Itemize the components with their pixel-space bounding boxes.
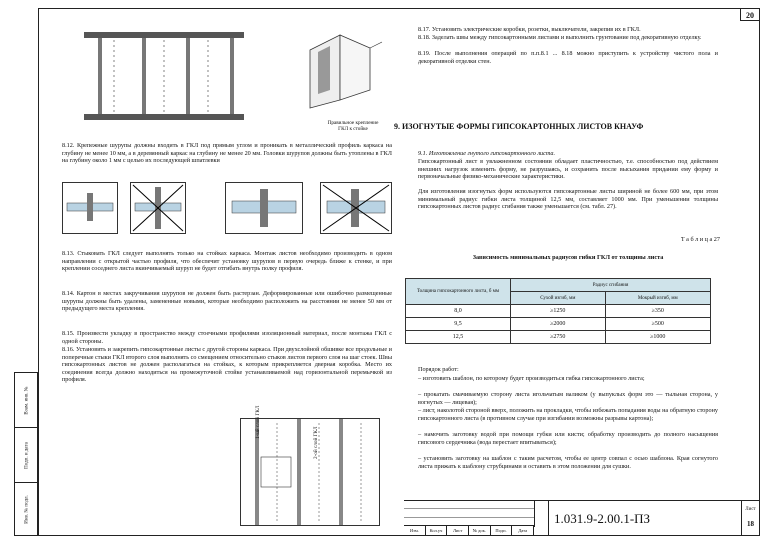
stamp-head: Лист [447, 526, 469, 535]
sidebar-cell-1 [15, 373, 37, 428]
stamp-head: Кол.уч [426, 526, 448, 535]
paragraph-8-19: 8.19. После выполнения операций по п.п.8.1 ... 8.18 можно приступить к устройству чистого пола и декоративной отделки стен. [418, 50, 718, 65]
sidebar-label: Подп. и дата [24, 442, 30, 469]
stamp-divider [548, 501, 549, 535]
order-item: – намочить заготовку водой при помощи губки или кисти; обработку производить до полного насыщения гипсового сердечника (вода перестает впитываться); [418, 431, 718, 446]
cell-dry: ≥2000 [511, 318, 606, 331]
cell-wet: ≥1000 [605, 331, 710, 344]
paragraph-8-14: 8.14. Картон в местах закручивания шурупов не должен быть растерзан. Деформированные или ошибочно размещенные шурупы должны быть удалены, замененные новыми, которые необходимо расположить на расстоянии не менее 50 мм от предыдущего места крепления. [62, 290, 392, 313]
paragraph-8-17: 8.17. Установить электрические коробки, розетки, выключатели, закрепив их в ГКЛ. [418, 26, 641, 33]
order-title: Порядок работ: [418, 366, 459, 373]
stamp-head: № док. [469, 526, 491, 535]
stamp-heads [404, 525, 534, 535]
section-heading: 9. ИЗОГНУТЫЕ ФОРМЫ ГИПСОКАРТОННЫХ ЛИСТОВ КНАУФ [394, 122, 644, 131]
sheet-number: 18 [747, 520, 754, 528]
sidebar-label: Взам. инв. № [24, 386, 30, 415]
subsection-title: 9.1. Изготовление гнутого гипсокартонного листа. [418, 150, 556, 157]
header-wet: Мокрый изгиб, мм [605, 292, 710, 305]
table-row [406, 331, 711, 344]
paragraph-9-1b: Для изготовления изогнутых форм используются гипсокартонные листы шириной не более 600 мм, при этом минимальный радиус гибки листа толщиной 12,5 мм, составляет 1000 мм. При уменьшении толщины гипсокартонных листов радиус сгибания также уменьшается (см. табл. 27). [418, 188, 718, 211]
detail-figure-4 [320, 182, 392, 234]
table-row [406, 318, 711, 331]
title-block [404, 500, 759, 535]
sidebar-cell-3 [15, 483, 37, 535]
layer1-label: 1-ый слой ГКЛ [255, 405, 261, 439]
paragraph-8-12: 8.12. Крепежные шурупы должны входить в ГКЛ под прямым углом и проникать в металлический профиль каркаса на глубину не менее 10 мм, а в деревянный каркас на глубину не менее 20 мм. Головки шурупов должны быть утоплены в ГКЛ на глубину около 1 мм с целью их последующей шпатлевки [62, 142, 392, 165]
gkl-fastening-drawing [300, 30, 390, 110]
table-title: Зависимость минимальных радиусов гибки ГКЛ от толщины листа [472, 254, 664, 261]
header-dry: Сухой изгиб, мм [511, 292, 606, 305]
binding-sidebar [14, 372, 38, 536]
page-number: 20 [740, 8, 760, 21]
cell-dry: ≥1250 [511, 305, 606, 318]
cell-thickness: 12,5 [406, 331, 511, 344]
radius-table [405, 278, 711, 344]
detail-figure-3 [225, 182, 303, 234]
header-thickness: Толщина гипсокартонного листа, б мм [406, 279, 511, 305]
cell-wet: ≥350 [605, 305, 710, 318]
paragraph-8-18: 8.18. Заделать швы между гипсокартонными листами и выполнить грунтование под декоративную отделку. [418, 34, 702, 41]
cell-thickness: 8,0 [406, 305, 511, 318]
table-label: Т а б л и ц а 27 [680, 236, 720, 243]
header-radius: Радиус сгибания [511, 279, 711, 292]
figure-caption: Правильное крепление ГКЛ к стойке [327, 120, 379, 132]
table-row [406, 305, 711, 318]
order-item: – лист, наколотой стороной вверх, положить на прокладки, чтобы избежать попадания воды на обратную сторону гипсокартонного листа (в противном случае при изгибании возможны разрывы картона); [418, 407, 718, 422]
stamp-head: Дата [512, 526, 534, 535]
order-item: – прокатать смачиваемую сторону листа игольчатым валиком (у выпуклых форм это — тыльная сторона, у вогнутых — лицевая); [418, 391, 718, 406]
sheet-box [741, 501, 759, 536]
sidebar-cell-2 [15, 428, 37, 483]
frame-drawing [84, 26, 244, 126]
stamp-head: Изм. [404, 526, 426, 535]
paragraph-9-1a: Гипсокартонный лист в увлажненном состоянии обладает пластичностью, т.е. способностью под действием внешних нагрузок изменить форму, не разрушаясь, и сохранить после высыхания придании ему форму и первоначальные физико-механические характеристики. [418, 158, 718, 181]
paragraph-8-15: 8.15. Произвести укладку в пространство между стоечными профилями изоляционный материал, после монтажа ГКЛ с одной стороны. [62, 330, 392, 345]
stamp-grid [404, 501, 535, 527]
sheathing-figure [240, 405, 380, 526]
cell-thickness: 9,5 [406, 318, 511, 331]
document-code: 1.031.9-2.00.1-ПЗ [554, 511, 651, 526]
layer2-label: 2-ой слой ГКЛ [313, 426, 319, 459]
detail-figure-2 [130, 182, 186, 234]
order-item: – установить заготовку на шаблон с таким расчетом, чтобы ее центр совпал с осью шаблона. Края согнутого листа прижать к шаблону струбцинами и оставить в этом положении для сушки. [418, 455, 718, 470]
cell-dry: ≥2750 [511, 331, 606, 344]
paragraph-8-16: 8.16. Установить и закрепить гипсокартонные листы с другой стороны каркаса. При двухслойной обшивке все продольные и поперечные стыки ГКЛ второго слоя выполнять со смещением относительно стыков листов первого слоя на шаг стоек. Швы гипсокартонных листов не должен располагаться на стойках, к которым прикрепляется дверная коробка. Место их соединения всегда должно находиться на промежуточной стойке устанавливаемой над горизонтальной перемычкой из профиля. [62, 346, 392, 384]
detail-figure-1 [62, 182, 118, 234]
stamp-head: Подп. [491, 526, 513, 535]
sidebar-label: Инв. № подл. [24, 495, 30, 524]
cell-wet: ≥500 [605, 318, 710, 331]
order-item: – изготовить шаблон, по которому будет производиться гибка гипсокартонного листа; [418, 375, 645, 382]
sheet-label: Лист [745, 507, 756, 512]
paragraph-8-13: 8.13. Стыковать ГКЛ следует выполнять только на стойках каркаса. Монтаж листов необходимо производить в одном направлении с открытой частью профиля, что обеспечит установку шурупов в первую очередь ближе к стенке, и при креплении соседнего листа вкинчиваемый шуруп не будет отгибать внутрь полку профиля. [62, 250, 392, 273]
